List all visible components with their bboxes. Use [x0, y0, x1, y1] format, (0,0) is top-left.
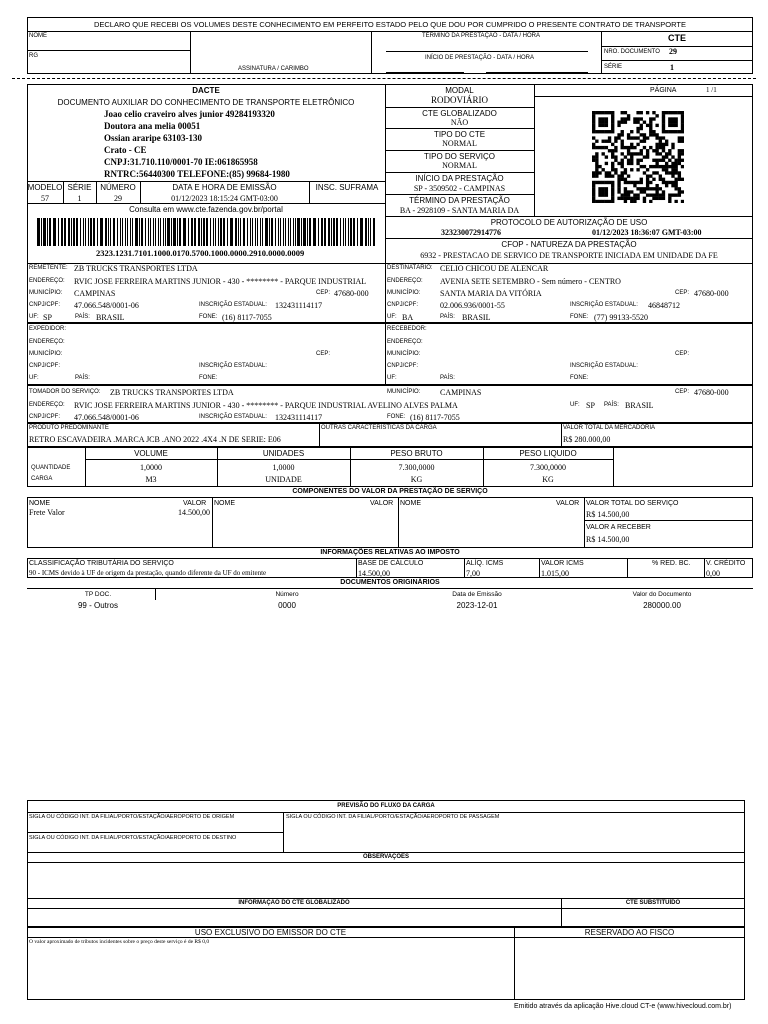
- expedidor-fone-label: FONE:: [199, 375, 218, 381]
- cfop-label: CFOP - NATUREZA DA PRESTAÇÃO: [501, 240, 637, 249]
- expedidor-pais-label: PAÍS:: [75, 375, 90, 381]
- remetente-cep: 47680-000: [334, 289, 369, 298]
- red-bc-label: % RED. BC.: [652, 560, 691, 567]
- receipt-serie-value: 1: [670, 63, 674, 72]
- unidades-header: UNIDADES: [262, 449, 305, 458]
- tomador-end-label: ENDEREÇO:: [29, 402, 65, 408]
- remetente-ie-label: INSCRIÇÃO ESTADUAL:: [199, 302, 267, 308]
- valor-icms-label: VALOR ICMS: [541, 560, 584, 567]
- outras-caracteristicas-label: OUTRAS CARACTERÍSTICAS DA CARGA: [321, 425, 437, 431]
- destinatario-cep: 47680-000: [694, 289, 729, 298]
- recebedor-cep-label: CEP:: [675, 351, 690, 357]
- tipo-servico-value: NORMAL: [442, 161, 477, 170]
- destinatario-uf-label: UF:: [387, 314, 397, 320]
- peso-liquido-header: PESO LIQUIDO: [519, 449, 577, 458]
- peso-bruto-value: 7.300,0000: [398, 463, 435, 472]
- expedidor-cnpj-label: CNPJ/CPF:: [29, 363, 61, 369]
- observacoes-title: OBSERVAÇÕES: [362, 854, 410, 860]
- recebedor-pais-label: PAÍS:: [440, 375, 455, 381]
- recebedor-uf-label: UF:: [387, 375, 397, 381]
- recebedor-label: RECEBEDOR:: [387, 326, 427, 332]
- tomador-ie: 132431114117: [275, 413, 323, 422]
- destinatario-uf: BA: [402, 313, 414, 322]
- valor-receber-value: R$ 14.500,00: [586, 535, 630, 544]
- comp-nome-label-1: NOME: [29, 500, 50, 507]
- globalizado-label: CTE GLOBALIZADO: [422, 109, 497, 118]
- destinatario-pais: BRASIL: [462, 313, 491, 322]
- dacte-subtitle: DOCUMENTO AUXILIAR DO CONHECIMENTO DE TRANSPORTE ELETRÔNICO: [57, 98, 355, 107]
- receipt-nro-doc-label: NRO. DOCUMENTO: [604, 49, 660, 55]
- unidades-unit: UNIDADE: [265, 475, 302, 484]
- tomador-fone-label: FONE:: [387, 414, 406, 420]
- tomador-municipio: CAMPINAS: [440, 388, 482, 397]
- comp-valor-label-3: VALOR: [556, 500, 580, 507]
- doc-numero-header: Número: [275, 591, 299, 598]
- imposto-title: INFORMAÇÕES RELATIVAS AO IMPOSTO: [320, 549, 460, 556]
- tipo-cte-value: NORMAL: [442, 139, 477, 148]
- emitter-cnpj: CNPJ:31.710.110/0001-70 IE:061865958: [104, 157, 258, 167]
- hivecloud-credit: Emitido através da aplicação Hive.cloud CT-e (www.hivecloud.com.br): [514, 1003, 732, 1010]
- destinatario-municipio: SANTA MARIA DA VITÓRIA: [440, 289, 542, 298]
- receipt-rg-label: RG: [29, 53, 38, 59]
- receipt-cte-label: CTE: [668, 33, 686, 43]
- valor-total-servico-label: VALOR TOTAL DO SERVIÇO: [586, 500, 679, 507]
- unidades-value: 1,0000: [272, 463, 295, 472]
- numero-label: NÚMERO: [100, 183, 136, 192]
- doc-data-header: Data de Emissão: [452, 591, 502, 598]
- remetente-cep-label: CEP:: [316, 290, 331, 296]
- remetente-uf: SP: [43, 313, 52, 322]
- inicio-prestacao-label: INÍCIO DA PRESTAÇÃO: [415, 174, 504, 183]
- suframa-label: INSC. SUFRAMA: [315, 183, 379, 192]
- receipt-termino-label: TÉRMINO DA PRESTAÇÃO - DATA / HORA: [422, 33, 541, 39]
- valor-total-servico-value: R$ 14.500,00: [586, 510, 630, 519]
- peso-bruto-header: PESO BRUTO: [390, 449, 443, 458]
- base-calculo-value: 14.500,00: [358, 569, 390, 578]
- pagina-value: 1 /1: [706, 86, 717, 94]
- volume-value: 1,0000: [140, 463, 162, 472]
- classificacao-value: 90 - ICMS devido à UF de origem da prestação, quando diferente da UF do emitente: [29, 569, 267, 577]
- remetente-endereco: RVIC JOSE FERREIRA MARTINS JUNIOR - 430 - ******** - PARQUE INDUSTRIAL: [74, 277, 367, 286]
- protocolo-number: 323230072914776: [441, 228, 501, 237]
- documentos-title: DOCUMENTOS ORIGINÁRIOS: [340, 579, 440, 586]
- globalizado-value: NÃO: [450, 118, 469, 127]
- remetente-label: REMETENTE:: [29, 265, 68, 271]
- tipo-servico-label: TIPO DO SERVIÇO: [424, 152, 495, 161]
- remetente-cnpj: 47.066.548/0001-06: [74, 301, 139, 310]
- fluxo-passagem-label: SIGLA OU CÓDIGO INT. DA FILIAL/PORTO/ESTAÇÃO/AEROPORTO DE PASSAGEM: [286, 814, 500, 820]
- peso-bruto-unit: KG: [410, 475, 423, 484]
- comp-valor-label-1: VALOR: [183, 500, 207, 507]
- comp-nome-label-2: NOME: [214, 500, 235, 507]
- emissao-label: DATA E HORA DE EMISSÃO: [172, 183, 277, 192]
- peso-liquido-unit: KG: [542, 475, 554, 484]
- volume-unit: M3: [145, 475, 157, 484]
- remetente-end-label: ENDEREÇO:: [29, 278, 65, 284]
- tomador-cep: 47680-000: [694, 388, 729, 397]
- expedidor-uf-label: UF:: [29, 375, 39, 381]
- tomador-ie-label: INSCRIÇÃO ESTADUAL:: [199, 414, 267, 420]
- produto-label: PRODUTO PREDOMINANTE: [29, 425, 109, 431]
- inicio-prestacao-value: SP - 3509502 - CAMPINAS: [413, 184, 506, 193]
- emissao-value: 01/12/2023 18:15:24 GMT-03:00: [171, 194, 278, 203]
- destinatario-fone: (77) 99133-5520: [594, 313, 648, 322]
- modelo-value: 57: [41, 194, 49, 203]
- receipt-nro-doc-value: 29: [669, 47, 677, 56]
- receipt-assinatura-label: ASSINATURA / CARIMBO: [238, 66, 309, 72]
- cte-substituido-label: CTE SUBSTITUÍDO: [625, 900, 681, 906]
- quantidade-label: QUANTIDADE: [31, 465, 71, 471]
- credito-value: 0,00: [706, 569, 720, 578]
- tomador-uf: SP: [586, 401, 595, 410]
- base-calculo-label: BASE DE CÁLCULO: [358, 560, 424, 567]
- receipt-serie-label: SÉRIE: [604, 64, 623, 70]
- emitter-street: Doutora ana melia 00051: [104, 121, 201, 131]
- tomador-label: TOMADOR DO SERVIÇO:: [29, 389, 101, 395]
- peso-liquido-value: 7.300,0000: [530, 463, 566, 472]
- destinatario-fone-label: FONE:: [570, 314, 589, 320]
- pagina-label: PÁGINA: [650, 87, 677, 94]
- remetente-municipio: CAMPINAS: [74, 289, 116, 298]
- doc-tp-header: TP DOC.: [84, 591, 112, 598]
- comp-item-valor: 14.500,00: [178, 508, 210, 517]
- emitter-district: Ossian araripe 63103-130: [104, 133, 202, 143]
- fluxo-destino-label: SIGLA OU CÓDIGO INT. DA FILIAL/PORTO/ESTAÇÃO/AEROPORTO DE DESTINO: [29, 835, 237, 841]
- ident-serie-value: 1: [77, 194, 82, 203]
- tomador-endereco: RVIC JOSE FERREIRA MARTINS JUNIOR - 430 - ******** - PARQUE INDUSTRIAL AVELINO ALVES PALMA: [74, 401, 458, 410]
- fluxo-origem-label: SIGLA OU CÓDIGO INT. DA FILIAL/PORTO/ESTAÇÃO/AEROPORTO DE ORIGEM: [29, 814, 235, 820]
- expedidor-end-label: ENDEREÇO:: [29, 339, 65, 345]
- numero-value: 29: [114, 194, 122, 203]
- doc-tp-value: 99 - Outros: [77, 601, 118, 610]
- emitter-city: Crato - CE: [104, 145, 147, 155]
- destinatario-mun-label: MUNICÍPIO:: [387, 290, 421, 296]
- tipo-cte-label: TIPO DO CTE: [433, 130, 486, 139]
- comp-item-nome: Frete Valor: [29, 508, 65, 517]
- remetente-uf-label: UF:: [29, 314, 39, 320]
- termino-prestacao-label: TÉRMINO DA PRESTAÇÃO: [409, 196, 510, 205]
- destinatario-cep-label: CEP:: [675, 290, 690, 296]
- tomador-nome: ZB TRUCKS TRANSPORTES LTDA: [110, 388, 234, 397]
- emitter-name: Joao celio craveiro alves junior 49284193320: [104, 109, 275, 119]
- ident-serie-label: SÉRIE: [67, 183, 92, 192]
- recebedor-end-label: ENDEREÇO:: [387, 339, 423, 345]
- aliq-icms-label: ALÍQ. ICMS: [466, 560, 504, 567]
- tomador-uf-label: UF:: [570, 402, 580, 408]
- remetente-nome: ZB TRUCKS TRANSPORTES LTDA: [74, 264, 198, 273]
- expedidor-ie-label: INSCRIÇÃO ESTADUAL:: [199, 363, 267, 369]
- expedidor-label: EXPEDIDOR:: [29, 326, 67, 332]
- recebedor-fone-label: FONE:: [570, 375, 589, 381]
- recebedor-cnpj-label: CNPJ/CPF:: [387, 363, 419, 369]
- doc-numero-value: 0000: [278, 601, 296, 610]
- valor-icms-value: 1.015,00: [541, 569, 569, 578]
- qr-code: [592, 111, 684, 203]
- produto-value: RETRO ESCAVADEIRA .MARCA JCB .ANO 2022 .4X4 .N DE SERIE: E06: [29, 435, 281, 444]
- destinatario-cnpj-label: CNPJ/CPF:: [387, 302, 419, 308]
- comp-valor-label-2: VALOR: [370, 500, 394, 507]
- receipt-nome-label: NOME: [29, 33, 47, 39]
- valor-mercadoria-label: VALOR TOTAL DA MERCADORIA: [563, 425, 656, 431]
- credito-label: V. CRÉDITO: [706, 560, 746, 567]
- modelo-label: MODELO: [27, 183, 63, 192]
- aliq-icms-value: 7,00: [466, 569, 480, 578]
- tomador-cep-label: CEP:: [675, 389, 690, 395]
- tomador-pais-label: PAÍS:: [604, 402, 619, 408]
- remetente-ie: 132431114117: [275, 301, 323, 310]
- tomador-cnpj: 47.066.548/0001-06: [74, 413, 139, 422]
- classificacao-label: CLASSIFICAÇÃO TRIBUTÁRIA DO SERVIÇO: [29, 560, 174, 567]
- tomador-cnpj-label: CNPJ/CPF:: [29, 414, 61, 420]
- carga-label: CARGA: [31, 476, 53, 482]
- remetente-pais: BRASIL: [96, 313, 125, 322]
- tomador-pais: BRASIL: [625, 401, 654, 410]
- cut-line: [12, 78, 756, 79]
- access-key: 2323.1231.7101.1000.0170.5700.1000.0000.2910.0000.0009: [96, 248, 305, 258]
- destinatario-ie: 46848712: [648, 301, 680, 310]
- volume-header: VOLUME: [134, 449, 168, 458]
- expedidor-mun-label: MUNICÍPIO:: [29, 351, 63, 357]
- recebedor-ie-label: INSCRIÇÃO ESTADUAL:: [570, 363, 638, 369]
- destinatario-nome: CELIO CHICOU DE ALENCAR: [440, 264, 549, 273]
- remetente-mun-label: MUNICÍPIO:: [29, 290, 63, 296]
- destinatario-cnpj: 02.006.936/0001-55: [440, 301, 505, 310]
- remetente-fone-label: FONE:: [199, 314, 218, 320]
- globalizado-info-label: INFORMAÇÃO DO CTE GLOBALIZADO: [238, 900, 350, 906]
- doc-valor-value: 280000.00: [643, 601, 681, 610]
- destinatario-pais-label: PAÍS:: [440, 314, 455, 320]
- modal-value: RODOVIÁRIO: [431, 95, 488, 105]
- dacte-title: DACTE: [192, 86, 220, 95]
- destinatario-label: DESTINATÁRIO:: [387, 265, 433, 271]
- remetente-cnpj-label: CNPJ/CPF:: [29, 302, 61, 308]
- destinatario-end-label: ENDEREÇO:: [387, 278, 423, 284]
- remetente-pais-label: PAÍS:: [75, 314, 90, 320]
- receipt-inicio-label: INÍCIO DE PRESTAÇÃO - DATA / HORA: [425, 55, 535, 61]
- reservado-fisco-label: RESERVADO AO FISCO: [584, 928, 675, 937]
- termino-prestacao-value: BA - 2928109 - SANTA MARIA DA: [399, 206, 520, 215]
- recebedor-mun-label: MUNICÍPIO:: [387, 351, 421, 357]
- destinatario-endereco: AVENIA SETE SETEMBRO - Sem número - CENTRO: [440, 277, 621, 286]
- cfop-value: 6932 - PRESTACAO DE SERVICO DE TRANSPORTE INICIADA EM UNIDADE DA FE: [420, 251, 718, 260]
- destinatario-ie-label: INSCRIÇÃO ESTADUAL:: [570, 302, 638, 308]
- tributos-note: O valor aproximado de tributos incidentes sobre o preço deste serviço é de R$ 0,0: [29, 939, 210, 945]
- doc-data-value: 2023-12-01: [456, 601, 498, 610]
- access-key-barcode: [37, 218, 377, 246]
- doc-valor-header: Valor do Documento: [632, 591, 692, 598]
- componentes-title: COMPONENTES DO VALOR DA PRESTAÇÃO DE SERVIÇO: [292, 488, 488, 495]
- protocolo-label: PROTOCOLO DE AUTORIZAÇÃO DE USO: [490, 218, 648, 227]
- protocolo-date: 01/12/2023 18:36:07 GMT-03:00: [592, 228, 702, 237]
- tomador-mun-label: MUNICÍPIO:: [387, 389, 421, 395]
- remetente-fone: (16) 8117-7055: [222, 313, 272, 322]
- comp-nome-label-3: NOME: [400, 500, 421, 507]
- modal-label: MODAL: [445, 86, 474, 95]
- tomador-fone: (16) 8117-7055: [410, 413, 460, 422]
- fluxo-title: PREVISÃO DO FLUXO DA CARGA: [337, 803, 435, 809]
- valor-receber-label: VALOR A RECEBER: [586, 524, 651, 531]
- emitter-rntrc: RNTRC:56440300 TELEFONE:(85) 99684-1980: [104, 169, 290, 179]
- consulta-link[interactable]: Consulta em www.cte.fazenda.gov.br/portal: [129, 205, 283, 214]
- valor-mercadoria-value: R$ 280.000,00: [563, 435, 611, 444]
- uso-emissor-label: USO EXCLUSIVO DO EMISSOR DO CTE: [194, 928, 347, 937]
- receipt-declaration: DECLARO QUE RECEBI OS VOLUMES DESTE CONHECIMENTO EM PERFEITO ESTADO PELO QUE DOU POR CUMPRIDO O PRESENTE CONTRATO DE TRANSPORTE: [93, 20, 687, 29]
- expedidor-cep-label: CEP:: [316, 351, 331, 357]
